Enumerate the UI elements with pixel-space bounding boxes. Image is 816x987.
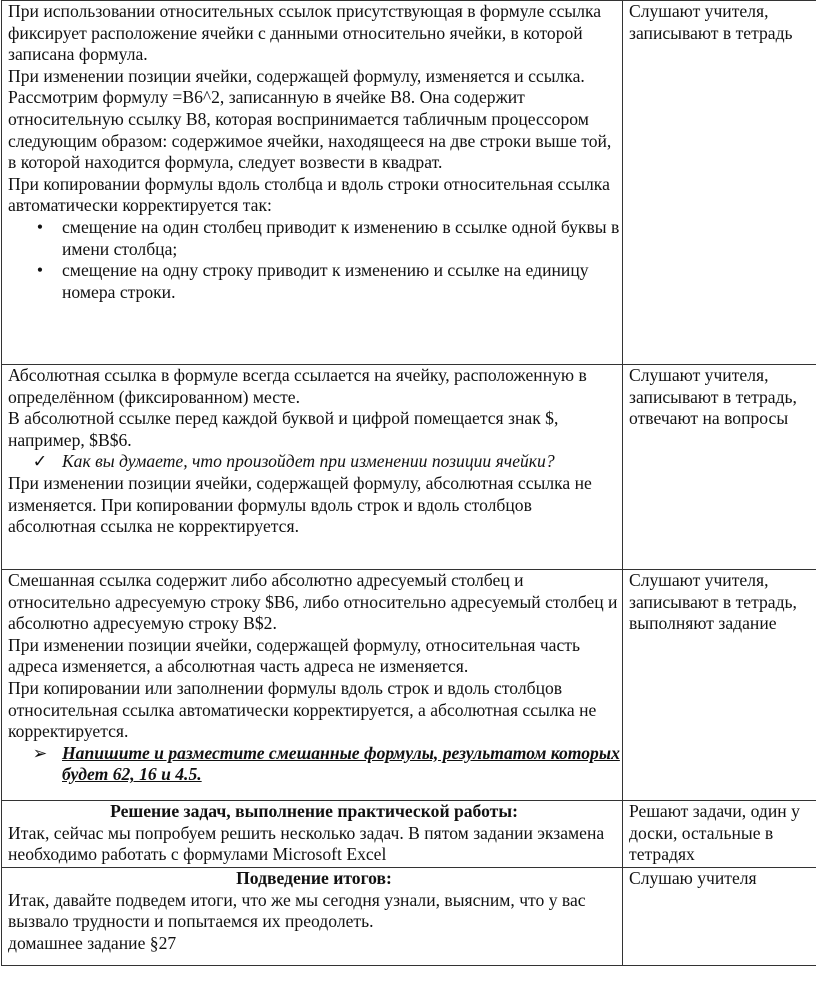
list-item-text: смещение на одну строку приводит к изменению и ссылке на единицу номера строки. — [62, 260, 589, 302]
paragraph: При изменении позиции ячейки, содержащей формулу, относительная часть адреса изменяется, а абсолютная часть адреса не изменяется. — [8, 634, 581, 677]
paragraph: В абсолютной ссылке перед каждой буквой и цифрой помещается знак $, например, $B$6. — [8, 408, 559, 450]
student-activity-cell — [623, 868, 816, 966]
bullet-icon: • — [36, 216, 44, 237]
paragraph: При использовании относительных ссылок присутствующая в формуле ссылка фиксирует расположение ячейки с данными относительно ячейки, в которой записана формула. — [8, 1, 602, 65]
question-item — [8, 451, 620, 473]
bullet-list — [8, 217, 620, 303]
section-heading: Подведение итогов: — [236, 868, 392, 888]
table-row — [2, 868, 816, 966]
teacher-activity-cell — [2, 868, 623, 966]
student-activity-cell — [623, 801, 816, 868]
student-activity-text: Слушают учителя, записывают в тетрадь — [629, 1, 793, 43]
section-heading: Решение задач, выполнение практической работы: — [110, 801, 518, 821]
table-row — [2, 570, 816, 801]
paragraph: При изменении позиции ячейки, содержащей формулу, изменяется и ссылка. — [8, 65, 585, 86]
paragraph: Смешанная ссылка содержит либо абсолютно адресуемый столбец и относительно адресуемую строку $B6, либо относительно адресуемый столбец и абсолютно адресуемую строку B$2. — [8, 570, 618, 634]
teacher-activity-cell — [2, 801, 623, 868]
checkmark-icon: ✓ — [32, 451, 48, 472]
task-text: Напишите и разместите смешанные формулы, результатом которых будет 62, 16 и 4.5. — [62, 742, 620, 785]
lesson-plan-table — [1, 0, 816, 966]
paragraph: домашнее задание §27 — [8, 932, 177, 953]
table-row — [2, 1, 816, 365]
student-activity-text: Слушают учителя, записывают в тетрадь, выполняют задание — [629, 570, 797, 634]
arrow-icon: ➢ — [32, 742, 48, 763]
bullet-icon: • — [36, 260, 44, 281]
paragraph: При копировании или заполнении формулы вдоль строк и вдоль столбцов относительная ссылка автоматически корректируется, а абсолютная ссылка не корректируется. — [8, 677, 597, 742]
list-item — [8, 217, 620, 260]
student-activity-cell — [623, 570, 816, 801]
question-text: Как вы думаете, что произойдет при изменении позиции ячейки? — [62, 451, 555, 472]
table-row — [2, 801, 816, 868]
paragraph: Абсолютная ссылка в формуле всегда ссылается на ячейку, расположенную в определённом (фиксированном) месте. — [8, 365, 587, 407]
list-item — [8, 260, 620, 303]
paragraph: Рассмотрим формулу =B6^2, записанную в ячейке B8. Она содержит относительную ссылку B8, которая воспринимается табличным процессором следующим образом: содержимое ячейки, находящееся на две строки выше той, в которой находится формула, следует возвести в квадрат. — [8, 87, 612, 173]
task-item — [8, 743, 620, 786]
student-activity-text: Решают задачи, один у доски, остальные в тетрадях — [629, 801, 800, 865]
student-activity-cell — [623, 365, 816, 570]
teacher-activity-cell — [2, 1, 623, 365]
list-item-text: смещение на один столбец приводит к изменению в ссылке одной буквы в имени столбца; — [62, 216, 620, 259]
student-activity-text: Слушаю учителя — [629, 868, 757, 888]
paragraph: Итак, давайте подведем итоги, что же мы сегодня узнали, выясним, что у вас вызвало трудности и попытаемся их преодолеть. — [8, 889, 586, 932]
table-row — [2, 365, 816, 570]
paragraph: Итак, сейчас мы попробуем решить несколько задач. В пятом задании экзамена необходимо работать с формулами Microsoft Excel — [8, 822, 605, 865]
paragraph: При изменении позиции ячейки, содержащей формулу, абсолютная ссылка не изменяется. При копировании формулы вдоль строк и вдоль столбцов абсолютная ссылка не корректируется. — [8, 472, 592, 537]
teacher-activity-cell — [2, 570, 623, 801]
teacher-activity-cell — [2, 365, 623, 570]
student-activity-cell — [623, 1, 816, 365]
paragraph: При копировании формулы вдоль столбца и вдоль строки относительная ссылка автоматически корректируется так: — [8, 173, 610, 216]
student-activity-text: Слушают учителя, записывают в тетрадь, отвечают на вопросы — [629, 365, 797, 429]
